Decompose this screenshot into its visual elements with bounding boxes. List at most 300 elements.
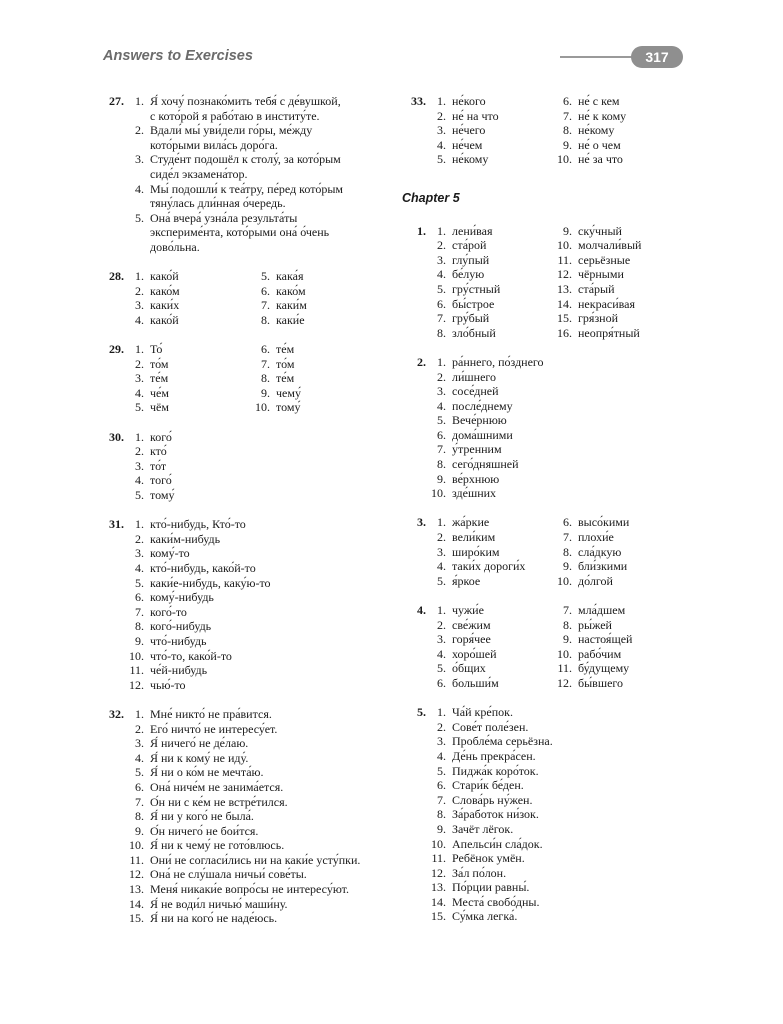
answer-item <box>430 734 688 749</box>
answer-text <box>150 824 386 839</box>
answer-item <box>128 313 252 328</box>
answer-item <box>430 676 554 691</box>
answer-item <box>430 238 554 253</box>
answer-line: Я́ ни о ко́м не мечта́ю. <box>150 765 264 780</box>
exercise-number: 32. <box>109 706 124 721</box>
answer-item <box>430 778 688 793</box>
answer-item <box>430 895 688 910</box>
answer-item <box>554 297 678 312</box>
answer-text <box>150 751 386 766</box>
answer-item <box>430 370 688 385</box>
answer-number: 3. <box>437 734 446 749</box>
exercise-row <box>96 342 386 415</box>
answer-line: Она́ ниче́м не занима́ется. <box>150 779 284 794</box>
answer-text: не́ о чем <box>578 137 621 152</box>
answer-number: 10. <box>557 238 572 253</box>
answer-text <box>150 663 386 678</box>
answer-item <box>252 284 376 299</box>
answer-number: 11. <box>557 661 572 676</box>
answer-number: 8. <box>437 807 446 822</box>
answer-line: тому́ <box>150 488 175 503</box>
exercise-answers <box>128 707 386 926</box>
answer-item <box>430 311 554 326</box>
answer-number: 4. <box>437 748 446 763</box>
answer-item <box>128 824 386 839</box>
answer-item <box>430 282 554 297</box>
answer-number: 3. <box>135 736 144 751</box>
answer-line: Вдали́ мы́ уви́дели го́ры, ме́жду <box>150 123 313 138</box>
answer-text: каки́х <box>150 298 180 313</box>
answer-line: Она́ не слу́шала ничьи́ сове́ты. <box>150 867 307 882</box>
answer-text: како́й <box>150 269 179 284</box>
answer-number: 11. <box>129 852 144 867</box>
answer-text <box>150 882 386 897</box>
exercise-answers <box>430 515 688 588</box>
answer-number: 1. <box>437 94 446 108</box>
answer-number: 2. <box>437 530 446 545</box>
answer-item <box>554 632 678 647</box>
answer-two-columns <box>430 515 688 588</box>
answer-line: Мы́ подошли́ к теа́тру, пе́ред кото́рым <box>150 181 343 196</box>
answer-item <box>554 618 678 633</box>
answer-text: не́чем <box>452 137 483 152</box>
answer-text <box>452 866 688 881</box>
answer-text: ску́чный <box>578 223 622 238</box>
answer-number: 1. <box>437 705 446 720</box>
answer-text: высо́кими <box>578 515 630 530</box>
answer-text: то́м <box>150 356 169 371</box>
answer-line: кото́рыми вила́сь доро́га. <box>150 137 278 152</box>
answer-number: 14. <box>431 894 446 909</box>
answer-number: 4. <box>135 312 144 327</box>
answer-number: 5. <box>135 765 144 780</box>
answer-text: рабо́чим <box>578 646 622 661</box>
answer-line: О́н ни с ке́м не встре́тился. <box>150 794 288 809</box>
answer-text: гря́зной <box>578 311 619 326</box>
answer-number: 6. <box>135 590 144 605</box>
answer-item <box>430 384 688 399</box>
answer-item <box>554 238 678 253</box>
answer-line: ра́ннего, по́зднего <box>452 354 544 369</box>
answer-line: дово́льна. <box>150 239 200 254</box>
answer-number: 2. <box>437 617 446 632</box>
answer-text <box>150 707 386 722</box>
answer-line: Я́ хочу́ познако́мить тебя́ с де́вушкой, <box>150 94 341 108</box>
answer-two-columns <box>430 603 688 691</box>
answer-number: 1. <box>135 517 144 532</box>
answer-line: ве́рхнюю <box>452 471 500 486</box>
answer-text <box>452 457 688 472</box>
answer-item <box>430 866 688 881</box>
answer-item <box>554 267 678 282</box>
answer-text: че́м <box>150 385 169 400</box>
answer-item <box>554 559 678 574</box>
answer-line: ли́шнего <box>452 369 497 384</box>
answer-text: горя́чее <box>452 632 491 647</box>
answer-line: За́работок ни́зок. <box>452 807 539 822</box>
answer-text <box>150 182 386 211</box>
answer-number: 7. <box>437 442 446 457</box>
answer-item <box>128 590 386 605</box>
answer-text <box>452 355 688 370</box>
answer-number: 10. <box>255 400 270 415</box>
answer-text <box>150 780 386 795</box>
answer-number: 2. <box>135 123 144 138</box>
answer-text: како́м <box>276 283 306 298</box>
answer-number: 15. <box>431 909 446 924</box>
answer-text: ста́рой <box>452 238 487 253</box>
answer-text <box>150 517 386 532</box>
answer-text: до́лгой <box>578 573 613 588</box>
answer-line: у́тренним <box>452 442 502 457</box>
answer-number: 1. <box>437 223 446 238</box>
answer-number: 8. <box>135 809 144 824</box>
answer-text <box>150 561 386 576</box>
answer-number: 8. <box>563 544 572 559</box>
answer-text <box>150 911 386 926</box>
exercise-block <box>96 94 386 255</box>
answer-text: чёрными <box>578 267 624 282</box>
answer-number: 4. <box>437 398 446 413</box>
answer-number: 7. <box>437 792 446 807</box>
answer-line: экспериме́нта, кото́рыми она́ о́чень <box>150 225 330 240</box>
answer-text: чём <box>150 400 169 415</box>
answer-item <box>554 647 678 662</box>
page-number-badge: 317 <box>631 46 683 68</box>
answer-item <box>128 459 386 474</box>
answer-line: Ребёнок умён. <box>452 851 525 866</box>
answer-text: широ́ким <box>452 544 500 559</box>
answer-number: 2. <box>135 283 144 298</box>
answer-number: 15. <box>129 911 144 926</box>
answer-number: 1. <box>135 269 144 284</box>
answer-text: я́ркое <box>452 573 481 588</box>
answer-number: 4. <box>437 267 446 282</box>
answer-text: како́й <box>150 312 179 327</box>
answer-text: гру́бый <box>452 311 490 326</box>
answer-item <box>430 661 554 676</box>
answer-text: молчали́вый <box>578 238 642 253</box>
answer-number: 5. <box>261 269 270 284</box>
answer-item <box>430 224 554 239</box>
answer-number: 14. <box>557 296 572 311</box>
answer-number: 13. <box>431 880 446 895</box>
answer-text <box>150 473 386 488</box>
answer-line: кого́-нибудь <box>150 619 212 634</box>
answer-text: хоро́шей <box>452 646 497 661</box>
answer-item <box>252 342 376 357</box>
answer-item <box>554 282 678 297</box>
answer-item <box>430 109 554 124</box>
answer-item <box>128 619 386 634</box>
answer-number: 3. <box>437 252 446 267</box>
answer-text <box>150 838 386 853</box>
answer-item <box>554 94 678 109</box>
answer-item <box>430 515 554 530</box>
answer-line: Я́ ни на кого́ не наде́юсь. <box>150 911 278 926</box>
answer-item <box>128 867 386 882</box>
answer-item <box>554 138 678 153</box>
answer-text <box>452 851 688 866</box>
answer-line: Стари́к бе́ден. <box>452 778 524 793</box>
exercise-row <box>398 94 688 167</box>
exercise-answers <box>128 269 386 327</box>
answer-text: чему́ <box>276 385 301 400</box>
answer-line: кому́-то <box>150 546 190 561</box>
answer-text <box>452 705 688 720</box>
answer-item <box>554 152 678 167</box>
answer-line: после́днему <box>452 398 513 413</box>
exercise-answers <box>128 94 386 255</box>
exercise-row <box>398 224 688 341</box>
answer-subcolumn <box>554 224 678 341</box>
answer-text: не́кому <box>578 123 615 138</box>
answer-item <box>128 634 386 649</box>
answer-item <box>128 678 386 693</box>
answer-number: 12. <box>557 267 572 282</box>
answer-item <box>430 355 688 370</box>
answer-line: Я́ ничего́ не де́лаю. <box>150 736 249 751</box>
answer-text: бу́дущему <box>578 661 630 676</box>
answer-two-columns <box>128 269 386 327</box>
answer-subcolumn <box>252 342 376 415</box>
answer-item <box>430 530 554 545</box>
answer-number: 8. <box>563 123 572 138</box>
answer-number: 10. <box>431 486 446 501</box>
exercise-row <box>398 603 688 691</box>
answer-item <box>252 269 376 284</box>
answer-text <box>452 909 688 924</box>
answer-item <box>430 94 554 109</box>
answer-line: Сове́т поле́зен. <box>452 719 529 734</box>
answer-item <box>554 676 678 691</box>
answer-number: 10. <box>129 648 144 663</box>
answer-text <box>452 749 688 764</box>
answer-text <box>150 809 386 824</box>
answer-number: 5. <box>135 575 144 590</box>
answer-text: мла́дшем <box>578 603 626 617</box>
answer-two-columns <box>430 94 688 167</box>
answer-line: Вече́рнюю <box>452 413 507 428</box>
answer-item <box>128 444 386 459</box>
answer-text <box>150 123 386 152</box>
answer-text: не́чего <box>452 123 486 138</box>
answer-line: Она́ вчера́ узна́ла результа́ты <box>150 210 298 225</box>
answer-text <box>150 488 386 503</box>
answer-number: 9. <box>437 471 446 486</box>
answer-line: Я́ ни к кому́ не иду́. <box>150 750 249 765</box>
answer-item <box>430 472 688 487</box>
answer-number: 3. <box>135 546 144 561</box>
exercise-row <box>96 430 386 503</box>
answer-item <box>430 647 554 662</box>
answer-item <box>128 342 252 357</box>
answer-text <box>452 486 688 501</box>
answer-item <box>128 751 386 766</box>
answer-text: глу́пый <box>452 252 490 267</box>
answer-item <box>252 313 376 328</box>
answer-number: 8. <box>437 457 446 472</box>
answer-text: те́м <box>276 371 295 386</box>
answer-item <box>128 269 252 284</box>
answer-line: кого́ <box>150 429 172 444</box>
answer-number: 4. <box>135 473 144 488</box>
exercise-block <box>398 705 688 924</box>
answer-text: те́м <box>150 371 169 386</box>
answer-number: 2. <box>437 369 446 384</box>
answer-item <box>430 253 554 268</box>
answer-number: 12. <box>129 677 144 692</box>
exercise-block <box>398 224 688 341</box>
answer-item <box>128 897 386 912</box>
answer-subcolumn <box>554 603 678 691</box>
exercise-number: 28. <box>109 269 124 284</box>
exercise-answers <box>430 355 688 501</box>
answer-number: 6. <box>437 296 446 311</box>
answer-number: 9. <box>437 821 446 836</box>
answer-line: кого́-то <box>150 604 187 619</box>
answer-text: то́м <box>276 356 295 371</box>
answer-number: 6. <box>261 342 270 357</box>
answer-line: то́т <box>150 458 167 473</box>
answer-text: лени́вая <box>452 223 493 238</box>
answer-item <box>128 400 252 415</box>
answer-number: 10. <box>557 573 572 588</box>
answer-item <box>554 123 678 138</box>
answer-text: бы́строе <box>452 296 495 311</box>
answer-number: 9. <box>135 823 144 838</box>
answer-number: 6. <box>437 778 446 793</box>
answer-item <box>128 152 386 181</box>
answer-number: 2. <box>135 531 144 546</box>
answer-number: 1. <box>437 603 446 617</box>
answer-item <box>430 909 688 924</box>
exercise-answers <box>430 603 688 691</box>
running-head-title: Answers to Exercises <box>103 48 253 64</box>
answer-text <box>150 576 386 591</box>
answer-text <box>452 822 688 837</box>
answer-item <box>430 807 688 822</box>
answer-number: 2. <box>135 444 144 459</box>
answer-number: 10. <box>557 152 572 167</box>
answer-number: 12. <box>431 865 446 880</box>
answer-number: 9. <box>261 385 270 400</box>
exercise-number: 2. <box>417 354 426 369</box>
answer-item <box>430 457 688 472</box>
answer-item <box>128 663 386 678</box>
answer-item <box>430 822 688 837</box>
answer-line: сиде́л экзамена́тор. <box>150 166 248 181</box>
exercise-block <box>398 515 688 588</box>
answer-item <box>128 371 252 386</box>
answer-number: 11. <box>431 851 446 866</box>
answer-text: како́м <box>150 283 180 298</box>
answer-item <box>128 780 386 795</box>
answer-number: 10. <box>129 838 144 853</box>
answer-item <box>128 357 252 372</box>
answer-subcolumn <box>252 269 376 327</box>
answer-text: тому́ <box>276 400 301 415</box>
answer-line: О́н ничего́ не бои́тся. <box>150 823 259 838</box>
answer-line: Я́ ни к чему́ не гото́влюсь. <box>150 838 285 853</box>
answer-number: 6. <box>437 427 446 442</box>
answer-text: не́ за что <box>578 152 623 167</box>
answer-line: Слова́рь ну́жен. <box>452 792 533 807</box>
answer-number: 16. <box>557 325 572 340</box>
answer-number: 6. <box>261 283 270 298</box>
answer-line: Су́мка легка́. <box>452 909 518 924</box>
answer-number: 4. <box>437 559 446 574</box>
answer-number: 2. <box>437 238 446 253</box>
answer-number: 5. <box>437 573 446 588</box>
answer-text <box>452 428 688 443</box>
answer-number: 7. <box>563 530 572 545</box>
answer-item <box>128 649 386 664</box>
exercise-row <box>96 269 386 327</box>
answer-line: Я́ ни у кого́ не была́. <box>150 809 254 824</box>
answer-item <box>554 530 678 545</box>
answer-text: те́м <box>276 342 295 357</box>
answer-text <box>452 384 688 399</box>
answer-number: 4. <box>437 137 446 152</box>
right-answer-column <box>398 94 688 939</box>
answer-item <box>430 603 554 618</box>
answer-line: чью́-то <box>150 677 186 692</box>
answer-text <box>150 678 386 693</box>
answer-text: больши́м <box>452 675 499 690</box>
answer-number: 8. <box>261 312 270 327</box>
answer-item <box>554 311 678 326</box>
answer-text <box>150 590 386 605</box>
answer-line: сосе́дней <box>452 384 499 399</box>
answer-text <box>452 793 688 808</box>
answer-item <box>128 284 252 299</box>
answer-number: 7. <box>563 603 572 617</box>
answer-text: чужи́е <box>452 603 484 617</box>
answer-line: дома́шними <box>452 427 513 442</box>
answer-number: 3. <box>437 544 446 559</box>
answer-text: бе́лую <box>452 267 485 282</box>
answer-text <box>150 634 386 649</box>
answer-number: 8. <box>563 617 572 632</box>
exercise-number: 31. <box>109 517 124 532</box>
answer-number: 15. <box>557 311 572 326</box>
answer-item <box>430 442 688 457</box>
answer-text <box>150 897 386 912</box>
answer-number: 12. <box>557 675 572 690</box>
answer-number: 9. <box>563 223 572 238</box>
answer-text: вели́ким <box>452 530 496 545</box>
answer-item <box>554 545 678 560</box>
exercise-block <box>398 603 688 691</box>
exercise-block <box>96 707 386 926</box>
answer-number: 4. <box>135 385 144 400</box>
answer-text <box>150 722 386 737</box>
answer-text <box>150 736 386 751</box>
answer-text <box>452 778 688 793</box>
answer-item <box>128 211 386 255</box>
answer-text: зло́бный <box>452 325 496 340</box>
answer-item <box>430 138 554 153</box>
answer-number: 11. <box>129 663 144 678</box>
answer-line: зде́шних <box>452 486 497 501</box>
answer-text: плохи́е <box>578 530 614 545</box>
answer-number: 3. <box>437 384 446 399</box>
answer-line: че́й-нибудь <box>150 663 208 678</box>
answer-item <box>430 574 554 589</box>
answer-text <box>150 459 386 474</box>
answer-number: 4. <box>135 181 144 196</box>
